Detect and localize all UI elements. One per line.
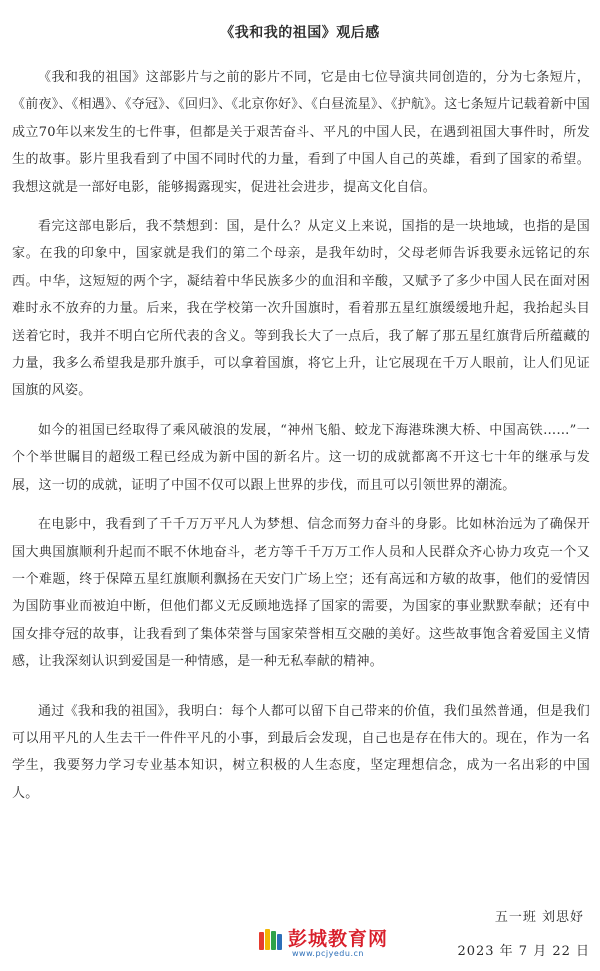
watermark-logo (258, 922, 428, 966)
author-signature: 五一班 刘思妤 (494, 910, 584, 925)
watermark-site-name: 彭城教育网 (288, 928, 389, 950)
document-title: 《我和我的祖国》观后感 (220, 25, 380, 41)
paragraph-4: 在电影中，我看到了千千万万平凡人为梦想、信念而努力奋斗的身影。比如林治远为了确保开国大典国旗顺利升起而不眠不休地奋斗，老方等千千万万工作人员和人民群众齐心协力攻克一个又一个难题，终于保障五星红旗顺利飘扬在天安门广场上空；还有高远和方敏的故事，他们的爱情因为国防事业而被迫中断，但他们都义无反顾地选择了国家的需要，为国家的事业默默奉献；还有中国女排夺冠的故事，让我看到了集体荣誉与国家荣誉相互交融的美好。这些故事饱含着爱国主义情感，让我深刻认识到爱国是一种情感，是一种无私奉献的精神。 (12, 517, 590, 670)
paragraph-2: 看完这部电影后，我不禁想到：国，是什么？从定义上来说，国指的是一块地域，也指的是国家。在我的印象中，国家就是我们的第二个母亲，是我年幼时，父母老师告诉我要永远铭记的东西。中华，这短短的两个字，凝结着中华民族多少的血泪和辛酸，又赋予了多少中国人民在面对困难时永不放弃的力量。后来，我在学校第一次升国旗时，看着那五星红旗缓缓地升起，我抬起头目送着它时，我并不明白它所代表的含义。等到我长大了一点后，我了解了那五星红旗背后所蕴藏的力量，我多么希望我是那升旗手，可以拿着国旗，将它上升，让它展现在千万人眼前，让人们见证国旗的风姿。 (12, 219, 590, 399)
watermark-url: www.pcjyedu.cn (292, 949, 364, 958)
essay-body (12, 64, 590, 819)
paragraph-1: 《我和我的祖国》这部影片与之前的影片不同，它是由七位导演共同创造的，分为七条短片，《前夜》、《相遇》、《夺冠》、《回归》、《北京你好》、《白昼流星》、《护航》。这七条短片记载着新中国成立70年以来发生的七件事，但都是关于艰苦奋斗、平凡的中国人民，在遇到祖国大事件时，所发生的故事。影片里我看到了中国不同时代的力量，看到了中国人自己的英雄，看到了国家的希望。我想这就是一部好电影，能够揭露现实，促进社会进步，提高文化自信。 (12, 70, 591, 195)
paragraph-5: 通过《我和我的祖国》，我明白：每个人都可以留下自己带来的价值，我们虽然普通，但是我们可以用平凡的人生去干一件件平凡的小事，到最后会发现，自己也是存在伟大的。现在，作为一名学生，我要努力学习专业基本知识，树立积极的人生态度，坚定理想信念，成为一名出彩的中国人。 (12, 703, 590, 801)
paragraph-3: 如今的祖国已经取得了乘风破浪的发展，“神州飞船、蛟龙下海港珠澳大桥、中国高铁……”一个个举世瞩目的超级工程已经成为新中国的新名片。这一切的成就都离不开这七十年的继承与发展，这一切的成就，证明了中国不仅可以跟上世界的步伐，而且可以引领世界的潮流。 (12, 422, 590, 493)
books-icon (258, 928, 284, 952)
document-date: 2023 年 7 月 22 日 (457, 944, 590, 959)
